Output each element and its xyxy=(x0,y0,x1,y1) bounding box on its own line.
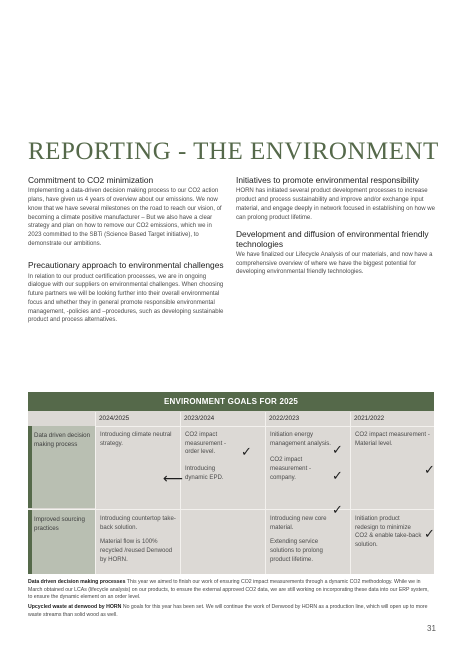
year-header: 2022/2023 xyxy=(269,415,300,422)
year-header: 2021/2022 xyxy=(354,415,385,422)
goals-table xyxy=(28,392,434,574)
row-accent xyxy=(28,426,32,508)
footnote: Upcycled waste at denwood by HORN No goals for this year has been set. We will continue the work of Denwood by HORN as a production line, which will open up to more waste streams than solid wood as well. xyxy=(28,604,428,618)
check-icon: ✓ xyxy=(424,463,435,478)
year-header: 2024/2025 xyxy=(99,415,130,422)
page-title: REPORTING - THE ENVIRONMENT xyxy=(28,138,439,165)
table-cell: Initiation energy management analysis. CO2 impact measurement - company. xyxy=(270,431,331,481)
section-body: HORN has initiated several product development processes to increase product and process sustainability and improve and/or exchange input material, and engage deeply in network focused in establishing on how we can prolong product lifetime. xyxy=(236,188,436,221)
section-heading: Commitment to CO2 minimization xyxy=(28,175,154,185)
section-heading: Development and diffusion of environmental friendly technologies xyxy=(236,229,429,249)
row-label: Data driven decision making process xyxy=(28,426,95,508)
check-icon: ✓ xyxy=(332,443,343,458)
section-body: Implementing a data-driven decision making process to our CO2 action plans, have given us 4 years of overview about our emissions. We now know that we have several milestones on the road to reach our vision, of becoming a climate positive manufacturer – But we also have a clear strategy and plan on how to remove our CO2 emissions, which we in 2023 committed to the SBTi (Science Based Target initiative), to demonstrate our ambitions. xyxy=(28,188,222,247)
table-cell: CO2 impact measurement - Material level. xyxy=(355,431,430,447)
year-header: 2023/2024 xyxy=(184,415,215,422)
check-icon: ✓ xyxy=(332,503,343,518)
left-column xyxy=(28,176,224,335)
table-cell: CO2 impact measurement - order level. Introducing dynamic EPD. xyxy=(185,431,226,481)
table-cell: Introducing new core material. Extending service solutions to prolong product lifetime. xyxy=(270,515,327,563)
right-column xyxy=(236,176,436,287)
table-cell: Initiation product redesign to minimize CO2 & enable take-back solution. xyxy=(355,515,422,548)
table-title: ENVIRONMENT GOALS FOR 2025 xyxy=(28,392,434,411)
section-body: We have finalized our Lifecycle Analysis of our materials, and now have a comprehensive overview of where we have the biggest potential for developing environmental friendly technologies. xyxy=(236,252,433,276)
table-cell: Introducing climate neutral strategy. xyxy=(100,431,172,447)
check-icon: ✓ xyxy=(241,445,252,460)
page-number: 31 xyxy=(427,624,436,633)
check-icon: ✓ xyxy=(424,527,435,542)
check-icon: ✓ xyxy=(332,469,343,484)
section-heading: Precautionary approach to environmental challenges xyxy=(28,260,224,271)
section-body: In relation to our product certification processes, we are in ongoing dialogue with our suppliers on environmental challenges. When choosing future partners we will be looking further into their overall environmental focus and whether they in general promote responsible environmental management, -policies and –procedures, such as developing sustainable product and process alternatives. xyxy=(28,273,224,324)
table-cell: Introducing countertop take-back solution. Material flow is 100% recycled /reused Denwood by HORN. xyxy=(100,515,176,563)
arrow-left-icon: ⟵ xyxy=(163,471,184,487)
row-accent xyxy=(28,510,32,574)
footnote: Data driven decision making processes This year we aimed to finish our work of ensuring CO2 impact measurements through a dynamic CO2 methodology. While we in March obtained our LCAs (lifecycle analysis) on our products, to ensure the external approved CO2 data, we are still working on incorporating these data into our ERP system, to ensure the dynamic element on an order level. xyxy=(28,579,429,601)
section-heading: Initiatives to promote environmental responsibility xyxy=(236,175,419,185)
row-label: Improved sourcing practices xyxy=(28,510,95,574)
